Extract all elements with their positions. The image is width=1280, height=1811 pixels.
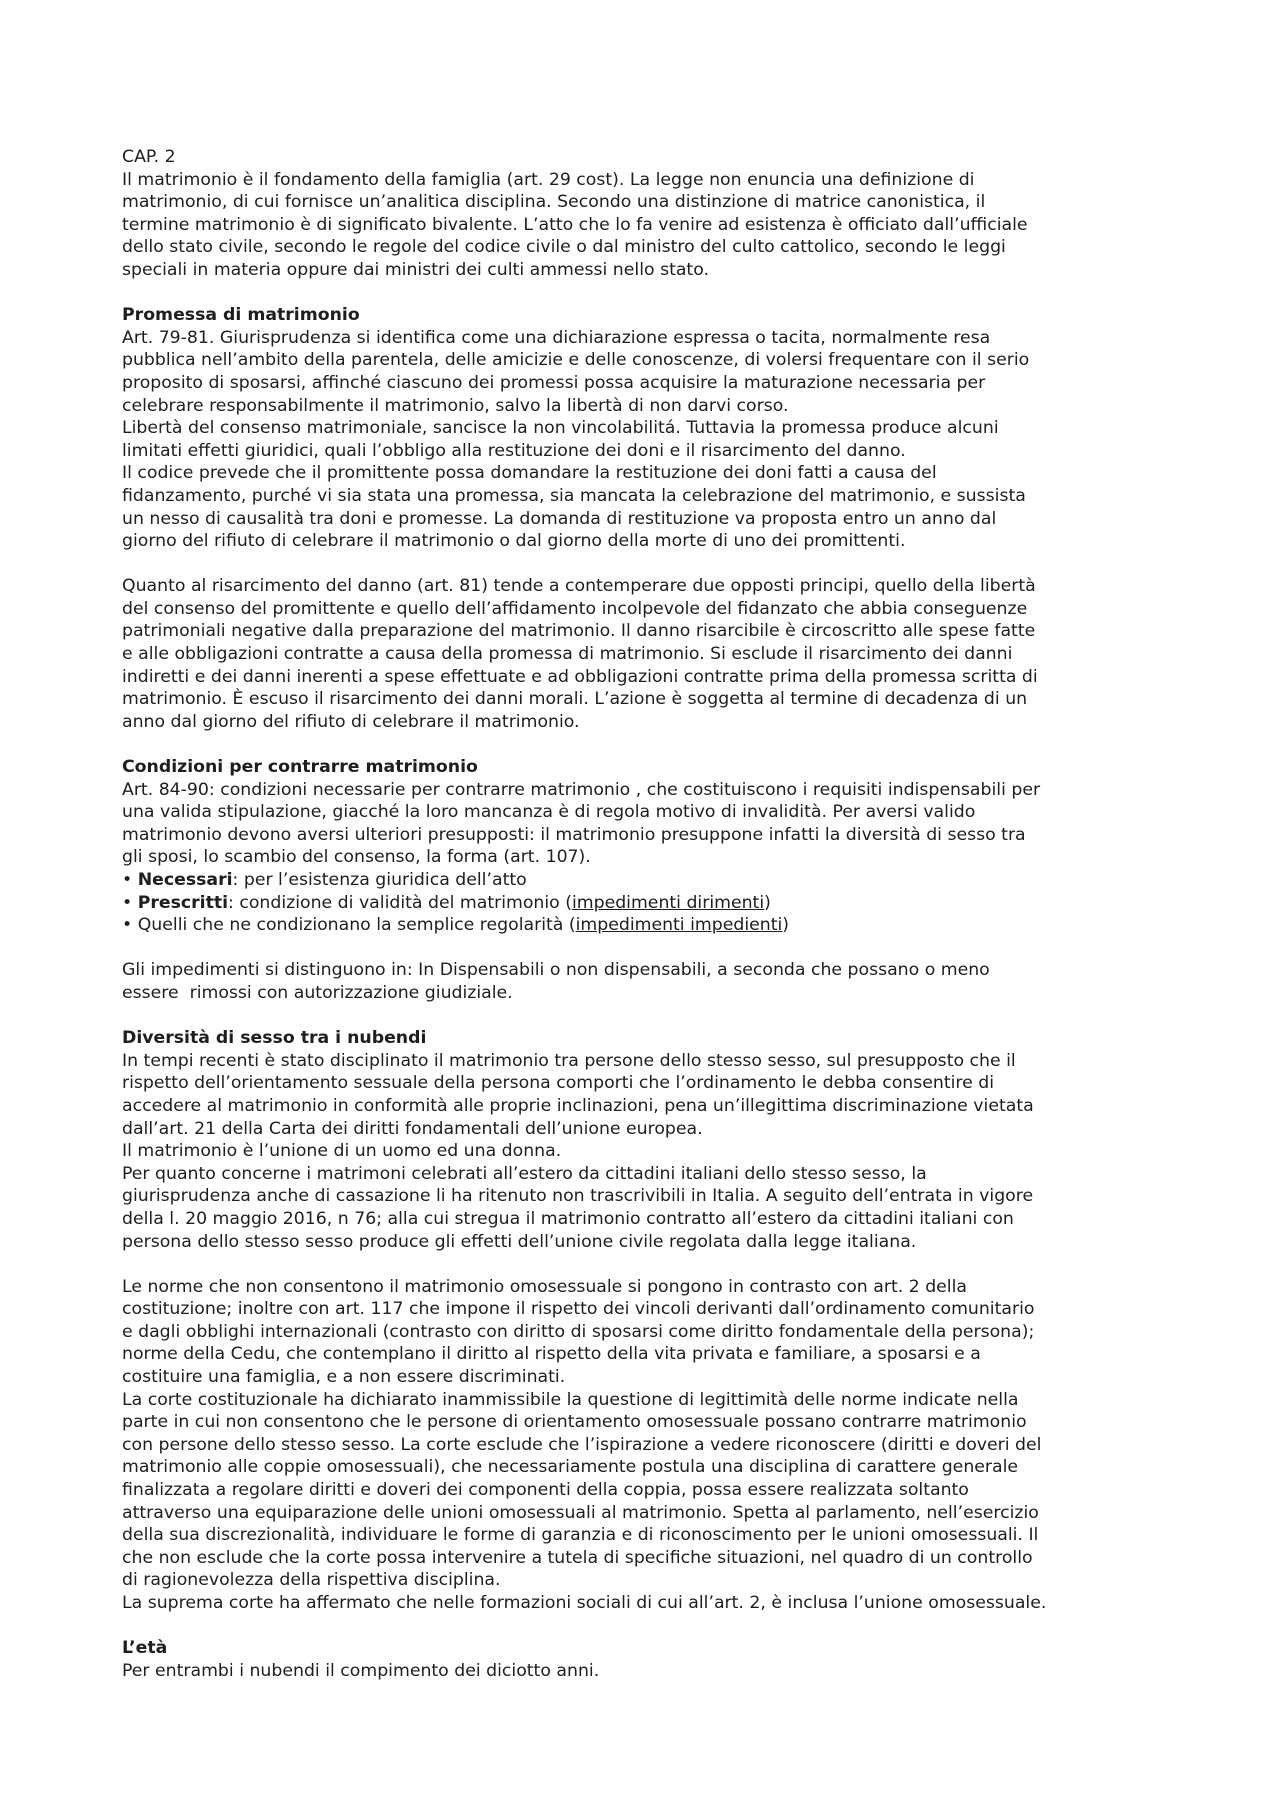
- text-line: Il codice prevede che il promittente possa domandare la restituzione dei doni fatti a causa del: [122, 463, 937, 484]
- text-line: costituzione; inoltre con art. 117 che impone il rispetto dei vincoli derivanti dall’ordinamento comunitario: [122, 1299, 1035, 1320]
- bullet-text: : condizione di validità del matrimonio (: [228, 892, 572, 913]
- text-line: del consenso del promittente e quello dell’affidamento incolpevole del fidanzato che abbia conseguenze: [122, 598, 1028, 619]
- text-line: celebrare responsabilmente il matrimonio, salvo la libertà di non darvi corso.: [122, 395, 789, 416]
- intro-paragraph: [122, 169, 1177, 282]
- bullet-text: Quelli che ne condizionano la semplice regolarità (: [137, 915, 576, 936]
- section-condizioni: [122, 756, 1177, 1005]
- section-heading: L’età: [122, 1638, 168, 1659]
- impedimenti-dirimenti-link[interactable]: impedimenti dirimenti: [571, 892, 765, 913]
- section-eta: [122, 1637, 1177, 1682]
- text-line: Per quanto concerne i matrimoni celebrati all’estero da cittadini italiani dello stesso sesso, la: [122, 1163, 927, 1184]
- spacer: [122, 937, 1177, 960]
- chapter-label: CAP. 2: [122, 147, 176, 167]
- text-line: e alle obbligazioni contratte a causa della promessa di matrimonio. Si esclude il risarcimento dei danni: [122, 644, 1013, 665]
- section-heading: Condizioni per contrarre matrimonio: [122, 757, 478, 778]
- section-heading: Promessa di matrimonio: [122, 305, 360, 326]
- text-line: Libertà del consenso matrimoniale, sancisce la non vincolabilitá. Tuttavia la promessa produce alcuni: [122, 418, 999, 439]
- text-line: Il matrimonio è l’unione di un uomo ed una donna.: [122, 1141, 562, 1162]
- text-line: costituire una famiglia, e a non essere discriminati.: [122, 1367, 566, 1388]
- intro-line: matrimonio, di cui fornisce un’analitica disciplina. Secondo una distinzione di matrice canonistica, il: [122, 192, 986, 213]
- intro-line: speciali in materia oppure dai ministri dei culti ammessi nello stato.: [122, 259, 709, 280]
- text-line: fidanzamento, purché vi sia stata una promessa, sia mancata la celebrazione del matrimonio, e sussista: [122, 485, 1026, 506]
- text-line: In tempi recenti è stato disciplinato il matrimonio tra persone dello stesso sesso, sul presupposto che il: [122, 1050, 1016, 1071]
- text-line: dall’art. 21 della Carta dei diritti fondamentali dell’unione europea.: [122, 1118, 703, 1139]
- text-line: matrimonio devono aversi ulteriori presupposti: il matrimonio presuppone infatti la diversità di sesso tra: [122, 824, 1026, 845]
- text-line: di ragionevolezza della rispettiva disciplina.: [122, 1570, 501, 1591]
- text-line: Quanto al risarcimento del danno (art. 81) tende a contemperare due opposti principi, quello della libertà: [122, 576, 1036, 597]
- text-line: Art. 84-90: condizioni necessarie per contrarre matrimonio , che costituiscono i requisiti indispensabili per: [122, 779, 1041, 800]
- text-line: accedere al matrimonio in conformità alle proprie inclinazioni, pena un’illegittima discriminazione vietata: [122, 1095, 1034, 1116]
- intro-line: termine matrimonio è di significato bivalente. L’atto che lo fa venire ad esistenza è officiato dall’ufficiale: [122, 214, 1028, 235]
- text-line: un nesso di causalità tra doni e promesse. La domanda di restituzione va proposta entro un anno dal: [122, 508, 997, 529]
- text-line: della l. 20 maggio 2016, n 76; alla cui stregua il matrimonio contratto all’estero da cittadini italiani con: [122, 1208, 1014, 1229]
- section-heading: Diversità di sesso tra i nubendi: [122, 1028, 427, 1049]
- text-line: La suprema corte ha affermato che nelle formazioni sociali di cui all’art. 2, è inclusa l’unione omosessuale.: [122, 1593, 1047, 1613]
- text-line: giorno del rifiuto di celebrare il matrimonio o dal giorno della morte di uno dei promittenti.: [122, 531, 906, 552]
- text-line: Gli impedimenti si distinguono in: In Dispensabili o non dispensabili, a seconda che possano o meno: [122, 960, 990, 981]
- bullet-item: [122, 892, 1177, 915]
- text-line: norme della Cedu, che contemplano il diritto al rispetto della vita privata e familiare, a sposarsi e a: [122, 1344, 981, 1365]
- text-line: La corte costituzionale ha dichiarato inammissibile la questione di legittimità delle norme indicate nella: [122, 1389, 1019, 1410]
- section-promessa: [122, 304, 1177, 733]
- intro-line: Il matrimonio è il fondamento della famiglia (art. 29 cost). La legge non enuncia una definizione di: [122, 169, 975, 190]
- bullet-text-after: ): [782, 915, 790, 936]
- intro-line: dello stato civile, secondo le regole del codice civile o dal ministro del culto cattolico, secondo le leggi: [122, 237, 1006, 258]
- document-page: [122, 146, 1177, 1682]
- text-line: patrimoniali negative dalla preparazione del matrimonio. Il danno risarcibile è circoscritto alle spese fatte: [122, 621, 1036, 642]
- spacer: [122, 733, 1177, 756]
- text-line: anno dal giorno del rifiuto di celebrare il matrimonio.: [122, 711, 580, 732]
- text-line: parte in cui non consentono che le persone di orientamento omosessuale possano contrarre matrimonio: [122, 1412, 1027, 1433]
- bullet-item: [122, 914, 1177, 937]
- text-line: con persone dello stesso sesso. La corte esclude che l’ispirazione a vedere riconoscere (diritti e doveri del: [122, 1434, 1042, 1455]
- text-line: rispetto dell’orientamento sessuale della persona comporti che l’ordinamento le debba consentire di: [122, 1073, 995, 1094]
- text-line: una valida stipulazione, giacché la loro mancanza è di regola motivo di invalidità. Per aversi valido: [122, 802, 976, 823]
- text-line: matrimonio. È escuso il risarcimento dei danni morali. L’azione è soggetta al termine di decadenza di un: [122, 689, 1028, 710]
- spacer: [122, 1253, 1177, 1276]
- text-line: e dagli obblighi internazionali (contrasto con diritto di sposarsi come diritto fondamentale della persona);: [122, 1321, 1035, 1342]
- impedimenti-impedienti-link[interactable]: impedimenti impedienti: [575, 915, 783, 936]
- text-line: gli sposi, lo scambio del consenso, la forma (art. 107).: [122, 847, 591, 868]
- text-line: finalizzata a regolare diritti e doveri dei componenti della coppia, possa essere realizzata soltanto: [122, 1480, 969, 1501]
- text-line: limitati effetti giuridici, quali l’obbligo alla restituzione dei doni e il risarcimento del danno.: [122, 440, 906, 461]
- bullet-text: : per l’esistenza giuridica dell’atto: [232, 870, 527, 890]
- text-line: pubblica nell’ambito della parentela, delle amicizie e delle conoscenze, di volersi frequentare con il serio: [122, 350, 1030, 371]
- bullet-icon: •: [122, 892, 133, 913]
- text-line: giurisprudenza anche di cassazione li ha ritenuto non trascrivibili in Italia. A seguito dell’entrata in vigore: [122, 1186, 1034, 1207]
- spacer: [122, 1615, 1177, 1638]
- text-line: indiretti e dei danni inerenti a spese effettuate e ad obbligazioni contratte prima della promessa scritta di: [122, 666, 1038, 687]
- section-diversita: [122, 1027, 1177, 1614]
- bullet-text-after: ): [764, 892, 771, 913]
- bullet-item: [122, 869, 1177, 892]
- text-line: Per entrambi i nubendi il compimento dei diciotto anni.: [122, 1660, 600, 1681]
- text-line: Art. 79-81. Giurisprudenza si identifica come una dichiarazione espressa o tacita, normalmente resa: [122, 327, 991, 348]
- text-line: matrimonio alle coppie omosessuali), che necessariamente postula una disciplina di carattere generale: [122, 1457, 1019, 1478]
- bullet-icon: •: [122, 870, 133, 890]
- text-line: Le norme che non consentono il matrimonio omosessuale si pongono in contrasto con art. 2 della: [122, 1276, 967, 1297]
- bullet-icon: •: [122, 915, 133, 936]
- bullet-term: Prescritti: [137, 892, 229, 913]
- spacer: [122, 282, 1177, 305]
- spacer: [122, 1005, 1177, 1028]
- text-line: della sua discrezionalità, individuare le forme di garanzia e di riconoscimento per le unioni omosessuali. Il: [122, 1525, 1039, 1546]
- spacer: [122, 553, 1177, 576]
- text-line: proposito di sposarsi, affinché ciascuno dei promessi possa acquisire la maturazione necessaria per: [122, 372, 986, 393]
- text-line: attraverso una equiparazione delle unioni omosessuali al matrimonio. Spetta al parlamento, nell’esercizio: [122, 1502, 1039, 1523]
- text-line: essere rimossi con autorizzazione giudiziale.: [122, 982, 513, 1003]
- text-line: che non esclude che la corte possa intervenire a tutela di specifiche situazioni, nel quadro di un controllo: [122, 1547, 1033, 1568]
- bullet-term: Necessari: [137, 870, 233, 890]
- text-line: persona dello stesso sesso produce gli effetti dell’unione civile regolata dalla legge italiana.: [122, 1231, 917, 1252]
